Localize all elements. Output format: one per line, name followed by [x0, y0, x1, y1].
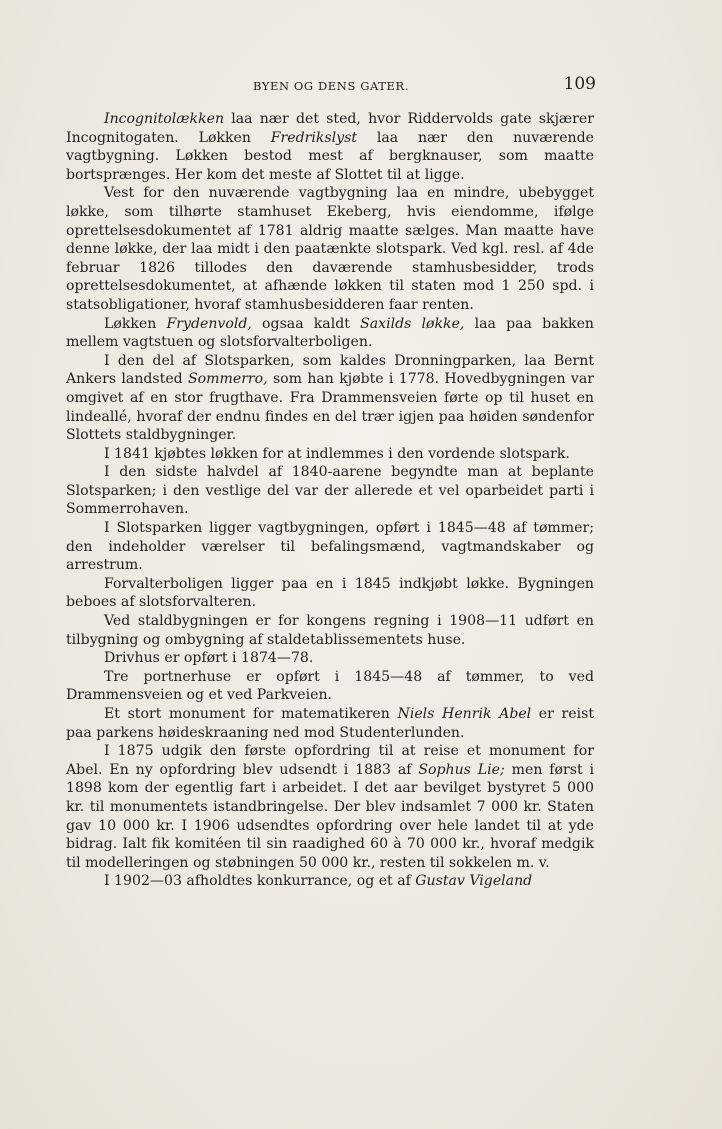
paragraph — [66, 742, 594, 872]
italic-text: Niels Henrik Abel — [397, 706, 532, 722]
page-number: 109 — [563, 74, 596, 94]
text-run: men først i 1898 kom der egentlig fart i arbeidet. I det aar bevilget bystyret 5 000 kr. til monumentets istandbringelse. Der blev indsamlet 7 000 kr. Staten gav 10 000 kr. I 1906 udsendtes opfordring over hele landet til at yde bidrag. Ialt fik komitéen til sin raadighed 60 à 70 000 kr., hvoraf medgik til modelleringen og støbningen 50 000 kr., resten til sokkelen m. v. — [66, 761, 594, 871]
text-run: I 1875 udgik den første opfordring til at reise et monument for Abel. En ny opfordring blev udsendt i 1883 af — [66, 743, 594, 778]
text-run: er reist paa parkens høideskraaning ned mod Studenterlunden. — [66, 706, 594, 741]
paragraph — [66, 575, 594, 612]
text-run: som han kjøbte i 1778. Hovedbygningen var omgivet af en stor frugthave. Fra Drammensveien førte op til huset en lindeallé, hvoraf der endnu findes en del trær igjen paa høiden søndenfor Slottets staldbygninger. — [66, 371, 594, 444]
paragraph — [66, 705, 594, 742]
paragraph — [66, 463, 594, 519]
text-run: I 1902—03 afholdtes konkurrance, og et af — [104, 873, 416, 890]
italic-text: Sophus Lie; — [418, 761, 505, 778]
text-run: Vest for den nuværende vagtbygning laa en mindre, ubebygget løkke, som tilhørte stamhuset Ekeberg, hvis eiendomme, ifølge oprettelsesdokumentet af 1781 aldrig maatte sælges. Man maatte have denne løkke, der laa midt i den paatænkte slotspark. Ved kgl. resl. af 4de februar 1826 tillodes den daværende stamhusbesidder, trods oprettelsesdokumentet, at afhænde løkken til staten mod 1 250 spd. i statsobligationer, hvoraf stamhusbesidderen faar renten. — [66, 185, 594, 313]
text-run: I Slotsparken ligger vagtbygningen, opført i 1845—48 af tømmer; den indeholder værelser til befalingsmænd, vagtmandskaber og arrestrum. — [66, 520, 594, 574]
italic-text: Incognitolækken — [104, 111, 225, 127]
text-run: laa nær det sted, hvor Riddervolds gate skjærer Incognitogaten. Løkken — [66, 111, 594, 146]
paragraph — [66, 519, 594, 575]
italic-text: Fredrikslyst — [270, 129, 358, 146]
text-run: Et stort monument for matematikeren — [104, 706, 398, 722]
italic-text: Gustav Vigeland — [415, 873, 533, 890]
text-run: laa nær den nuværende vagtbygning. Løkken bestod mest af bergknauser, som maatte bortsprænges. Her kom det meste af Slottet til at ligge. — [66, 129, 594, 183]
body-text — [66, 110, 594, 891]
text-run: Ved staldbygningen er for kongens regning i 1908—11 udført en tilbygning og ombygning af staldetablissementets huse. — [66, 613, 594, 648]
paragraph — [66, 612, 594, 649]
running-head — [66, 74, 596, 98]
text-run: I den sidste halvdel af 1840-aarene begyndte man at beplante Slotsparken; i den vestlige del var der allerede et vel oparbeidet parti i Sommerrohaven. — [66, 464, 594, 518]
paragraph — [66, 649, 594, 668]
text-run: Drivhus er opført i 1874—78. — [104, 650, 314, 667]
paragraph — [66, 352, 594, 445]
paragraph — [66, 872, 594, 891]
italic-text: Sommerro, — [187, 371, 268, 388]
paragraph — [66, 668, 594, 705]
text-run: Tre portnerhuse er opført i 1845—48 af tømmer, to ved Drammensveien og et ved Parkveien. — [66, 668, 594, 704]
running-title: BYEN OG DENS GATER. — [252, 79, 410, 93]
text-run: ogsaa kaldt — [251, 315, 361, 332]
paragraph — [66, 315, 594, 352]
text-run: Forvalterboligen ligger paa en i 1845 indkjøbt løkke. Bygningen beboes af slotsforvalteren. — [66, 575, 594, 611]
paragraph — [66, 110, 594, 184]
italic-text: Frydenvold, — [166, 315, 252, 332]
text-run: I 1841 kjøbtes løkken for at indlemmes i den vordende slotspark. — [104, 445, 570, 462]
paragraph — [66, 184, 594, 314]
text-run: laa paa bakken mellem vagtstuen og slotsforvalterboligen. — [66, 315, 594, 351]
text-run: I den del af Slotsparken, som kaldes Dronningparken, laa Bernt Ankers landsted — [66, 352, 594, 388]
paragraph — [66, 445, 594, 464]
italic-text: Saxilds løkke, — [360, 315, 465, 332]
text-run: Løkken — [104, 315, 167, 332]
